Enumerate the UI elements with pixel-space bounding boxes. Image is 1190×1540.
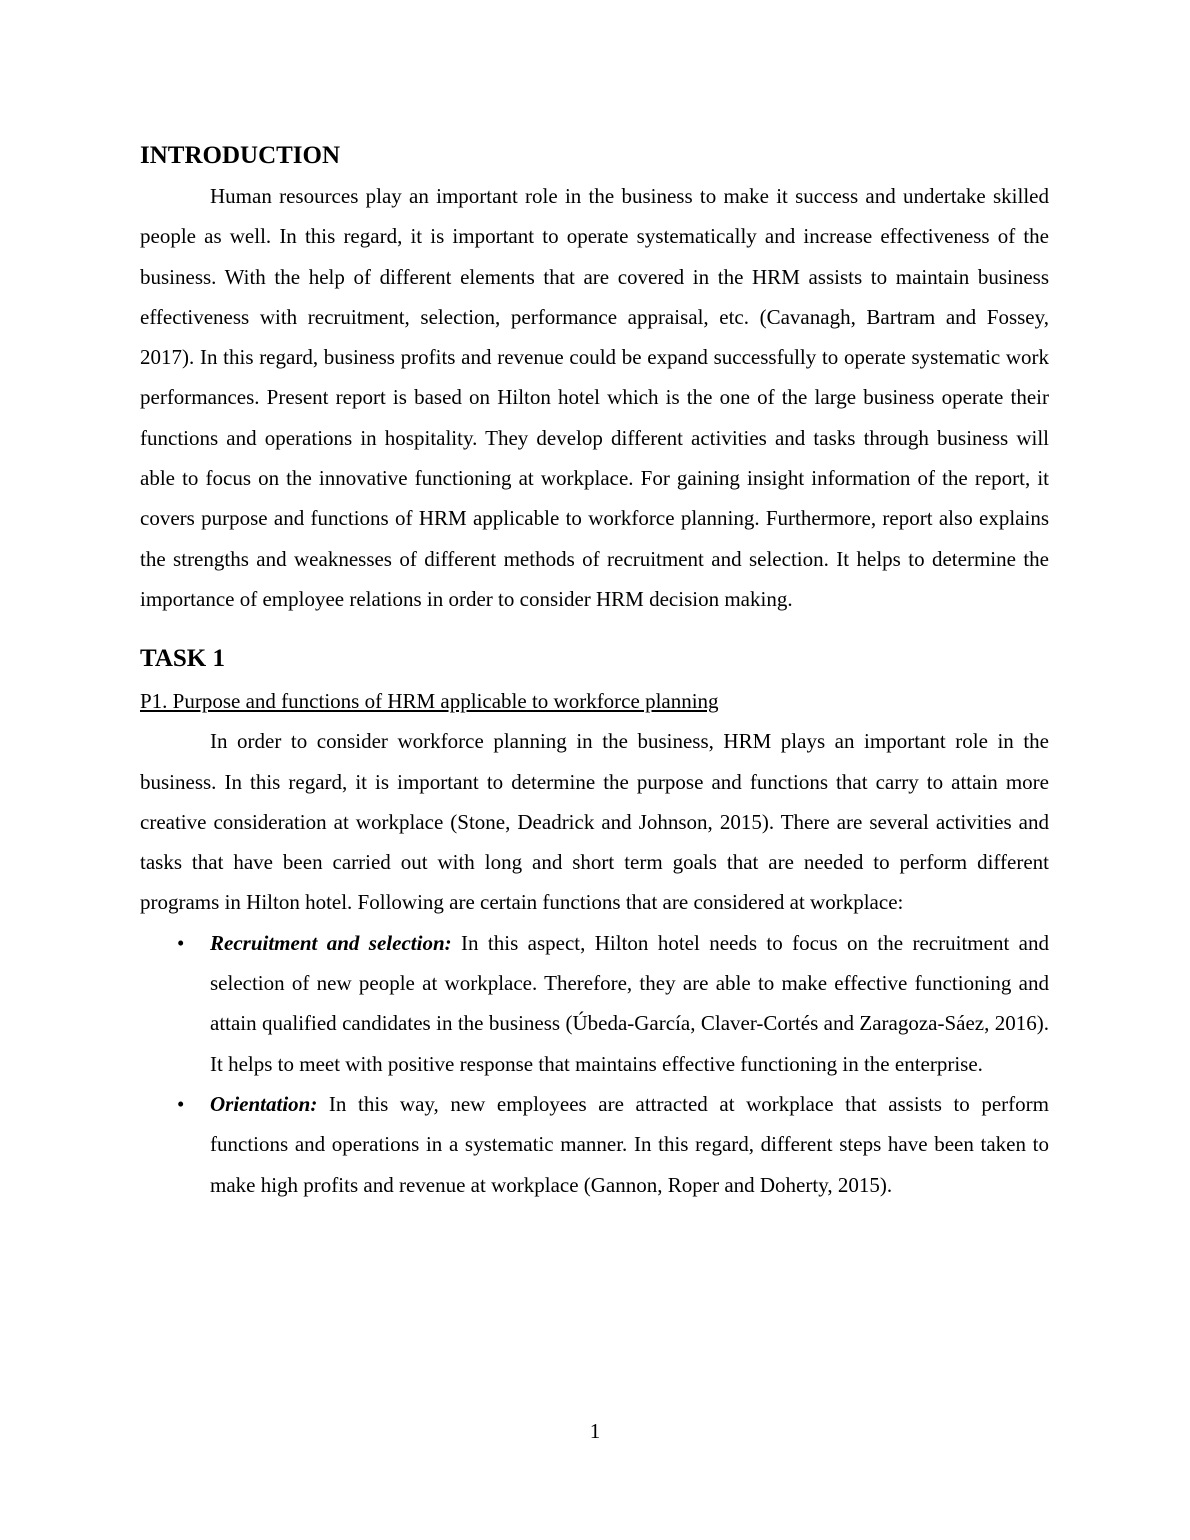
introduction-heading: INTRODUCTION [140, 142, 341, 169]
list-item-text: In this way, new employees are attracted at workplace that assists to perform functions and operations in a systematic manner. In this regard, different steps have been taken to make high profits and revenue at workplace (Gannon, Roper and Doherty, 2015). [210, 1091, 1049, 1197]
page-number: 1 [589, 1419, 601, 1443]
list-item-term: Recruitment and selection: [210, 930, 452, 955]
functions-list [140, 923, 1049, 1205]
task1-subheading: P1. Purpose and functions of HRM applicable to workforce planning [140, 689, 719, 714]
task1-paragraph: In order to consider workforce planning in the business, HRM plays an important role in the business. In this regard, it is important to determine the purpose and functions that carry to attain more creative consideration at workplace (Stone, Deadrick and Johnson, 2015). There are several activities and tasks that have been carried out with long and short term goals that are needed to perform different programs in Hilton hotel. Following are certain functions that are considered at workplace: [140, 729, 1049, 915]
list-item-text: In this aspect, Hilton hotel needs to focus on the recruitment and selection of new people at workplace. Therefore, they are able to make effective functioning and attain qualified candidates in the business (Úbeda-García, Claver-Cortés and Zaragoza-Sáez, 2016). It helps to meet with positive response that maintains effective functioning in the enterprise. [210, 930, 1049, 1076]
introduction-paragraph: Human resources play an important role in the business to make it success and undertake skilled people as well. In this regard, it is important to operate systematically and increase effectiveness of the business. With the help of different elements that are covered in the HRM assists to maintain business effectiveness with recruitment, selection, performance appraisal, etc. (Cavanagh, Bartram and Fossey, 2017). In this regard, business profits and revenue could be expand successfully to operate systematic work performances. Present report is based on Hilton hotel which is the one of the large business operate their functions and operations in hospitality. They develop different activities and tasks through business will able to focus on the innovative functioning at workplace. For gaining insight information of the report, it covers purpose and functions of HRM applicable to workforce planning. Furthermore, report also explains the strengths and weaknesses of different methods of recruitment and selection. It helps to determine the importance of employee relations in order to consider HRM decision making. [140, 184, 1049, 611]
list-item-term: Orientation: [210, 1091, 318, 1116]
document-page [140, 138, 1049, 1205]
bullet-icon: • [177, 930, 185, 955]
task1-heading: TASK 1 [140, 645, 225, 673]
bullet-icon: • [177, 1091, 185, 1116]
list-item [177, 923, 1049, 1084]
list-item [177, 1084, 1049, 1205]
